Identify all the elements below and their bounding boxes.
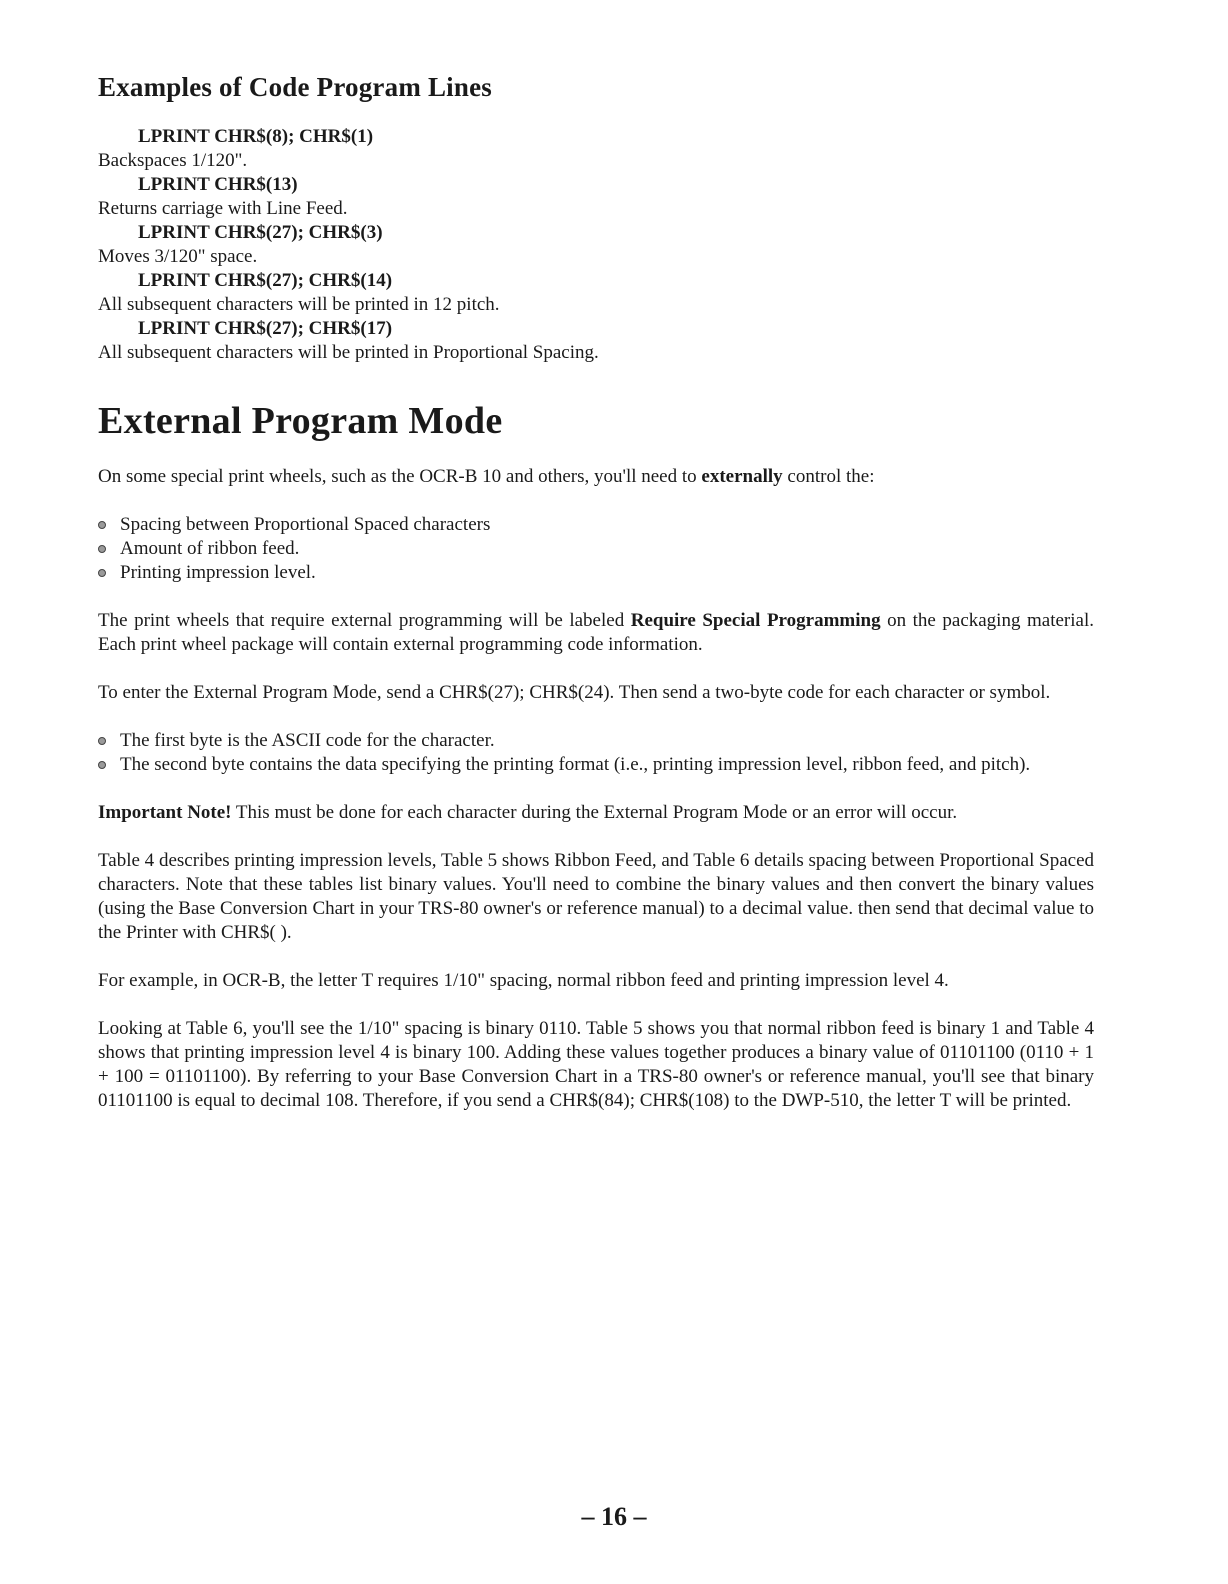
code-line: LPRINT CHR$(13) (138, 174, 298, 195)
bullet-icon (98, 569, 106, 577)
tables-paragraph: Table 4 describes printing impression levels, Table 5 shows Ribbon Feed, and Table 6 details spacing between Proportional Spaced characters. Note that these tables list binary values. You'll need to combine the binary values and then convert the binary values (using the Base Conversion Chart in your TRS-80 owner's or reference manual) to a decimal value. then send that decimal value to the Printer with CHR$( ). (98, 850, 1094, 943)
list-item: The second byte contains the data specifying the printing format (i.e., printing impression level, ribbon feed, and pitch). (98, 753, 1094, 777)
external-mode-heading: External Program Mode (98, 400, 503, 442)
code-line: LPRINT CHR$(27); CHR$(14) (138, 270, 393, 291)
list-item: Spacing between Proportional Spaced characters (98, 513, 1094, 537)
bullet-icon (98, 521, 106, 529)
bullet-icon (98, 545, 106, 553)
list-item: The first byte is the ASCII code for the character. (98, 729, 1094, 753)
byte-list (98, 729, 1094, 777)
code-line: LPRINT CHR$(8); CHR$(1) (138, 126, 374, 147)
code-description: Backspaces 1/120". (98, 150, 248, 171)
code-description: All subsequent characters will be printed in 12 pitch. (98, 294, 500, 315)
list-item: Printing impression level. (98, 561, 1094, 585)
code-line: LPRINT CHR$(27); CHR$(3) (138, 222, 383, 243)
example-paragraph: For example, in OCR-B, the letter T requires 1/10" spacing, normal ribbon feed and printing impression level 4. (98, 970, 949, 991)
code-description: Moves 3/120" space. (98, 246, 258, 267)
important-note: Important Note! This must be done for each character during the External Program Mode or an error will occur. (98, 802, 958, 823)
calculation-paragraph: Looking at Table 6, you'll see the 1/10" spacing is binary 0110. Table 5 shows you that normal ribbon feed is binary 1 and Table 4 shows that printing impression level 4 is binary 100. Adding these values together produces a binary value of 01101100 (0110 + 1 + 100 = 01101100). By referring to your Base Conversion Chart in a TRS-80 owner's or reference manual, you'll see that binary 01101100 is equal to decimal 108. Therefore, if you send a CHR$(84); CHR$(108) to the DWP-510, the letter T will be printed. (98, 1018, 1094, 1111)
control-list (98, 513, 1094, 585)
bullet-icon (98, 737, 106, 745)
page-content (98, 72, 1094, 1137)
examples-heading: Examples of Code Program Lines (98, 72, 492, 102)
enter-mode-paragraph: To enter the External Program Mode, send a CHR$(27); CHR$(24). Then send a two-byte code for each character or symbol. (98, 682, 1051, 703)
code-examples (98, 125, 1094, 365)
code-description: Returns carriage with Line Feed. (98, 198, 348, 219)
code-description: All subsequent characters will be printed in Proportional Spacing. (98, 342, 599, 363)
bullet-icon (98, 761, 106, 769)
code-line: LPRINT CHR$(27); CHR$(17) (138, 318, 393, 339)
page-number: – 16 – (581, 1502, 647, 1531)
labeling-paragraph: The print wheels that require external programming will be labeled Require Special Programming on the packaging material. Each print wheel package will contain external programming code information. (98, 610, 1094, 655)
intro-paragraph: On some special print wheels, such as the OCR-B 10 and others, you'll need to externally control the: (98, 466, 875, 487)
list-item: Amount of ribbon feed. (98, 537, 1094, 561)
